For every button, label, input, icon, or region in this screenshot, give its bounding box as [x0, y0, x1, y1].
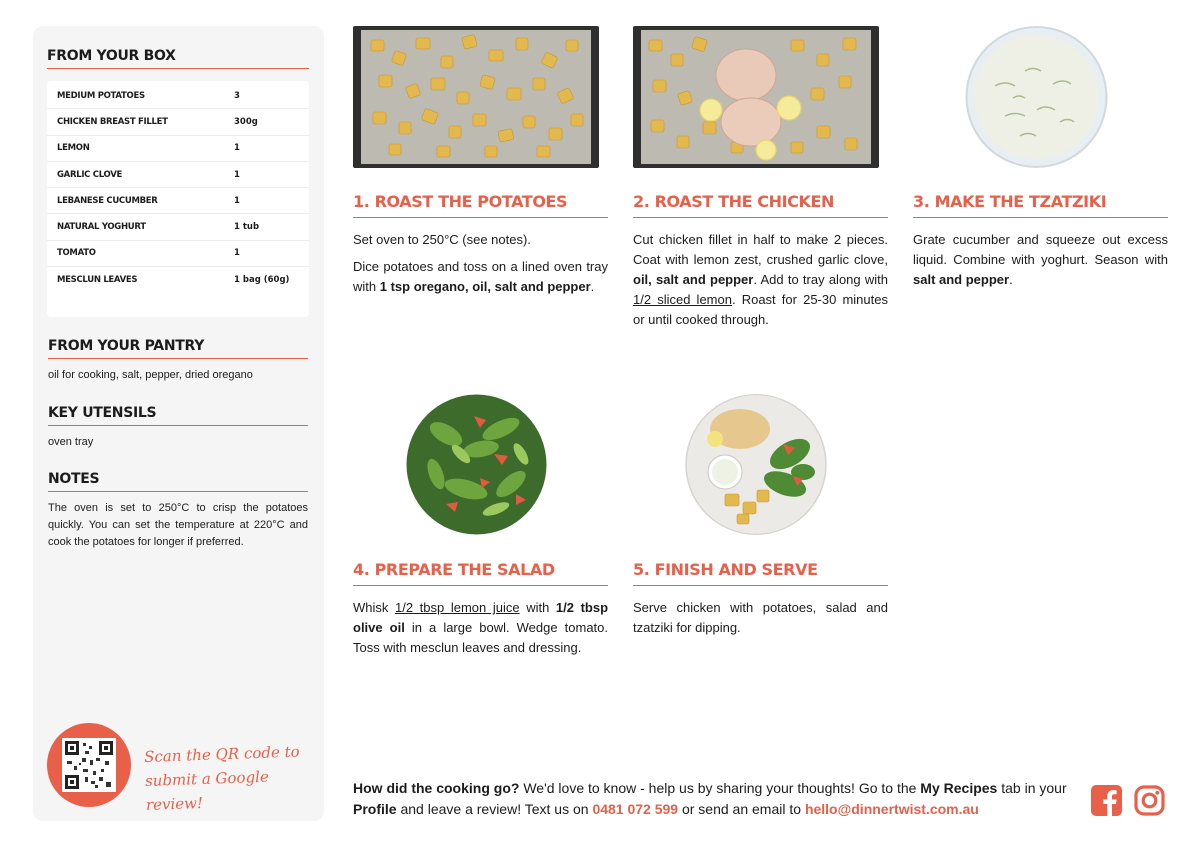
footer-text: We'd love to know - help us by sharing your thoughts! Go to the — [519, 780, 921, 796]
footer-text: and leave a review! Text us on — [396, 801, 593, 817]
qr-line-2: submit a Google review! — [144, 767, 270, 814]
feedback-footer — [353, 778, 1073, 820]
footer-text: tab in your — [997, 780, 1067, 796]
ingredient-name: LEBANESE CUCUMBER — [57, 195, 158, 206]
step-text-bold: oil, salt and pepper — [633, 272, 754, 287]
footer-text: or send an email to — [678, 801, 805, 817]
facebook-icon[interactable] — [1091, 785, 1122, 816]
step-1-title: 1. ROAST THE POTATOES — [353, 192, 608, 218]
notes-text: The oven is set to 250°C to crisp the potatoes quickly. You can set the temperature at 220°C and cook the potatoes for longer if preferred. — [48, 502, 308, 548]
ingredient-name: LEMON — [57, 143, 90, 154]
notes-title: NOTES — [48, 471, 308, 492]
step-3-title: 3. MAKE THE TZATZIKI — [913, 192, 1168, 218]
qr-line-1: Scan the QR code to — [143, 742, 300, 766]
ingredient-row — [47, 188, 309, 214]
step-3-paragraph — [913, 230, 1168, 290]
utensils-text: oven tray — [48, 436, 94, 448]
step-text: Whisk — [353, 600, 395, 615]
step-5-body — [633, 598, 888, 645]
key-utensils-section — [48, 405, 308, 451]
ingredient-name: GARLIC CLOVE — [57, 169, 123, 180]
ingredient-row — [47, 162, 309, 188]
step-text: . Roast for 25-30 minutes or until cooked through. — [633, 292, 888, 327]
step-4-title: 4. PREPARE THE SALAD — [353, 560, 608, 586]
from-your-box-title: FROM YOUR BOX — [47, 48, 309, 69]
ingredient-qty: 1 — [234, 195, 240, 206]
step-5-title: 5. FINISH AND SERVE — [633, 560, 888, 586]
qr-code-icon — [62, 738, 116, 792]
ingredient-qty: 3 — [234, 90, 240, 101]
step-text-bold: 1/2 tbsp olive oil — [353, 600, 609, 635]
ingredient-qty: 300g — [234, 116, 258, 127]
ingredient-name: MEDIUM POTATOES — [57, 90, 145, 101]
step-text-bold: 1 tsp oregano, oil, salt and pepper — [379, 279, 591, 294]
step-text: Cut chicken fillet in half to make 2 pieces. Coat with lemon zest, crushed garlic clove, — [633, 232, 888, 267]
step-text-underlined: 1/2 sliced lemon — [633, 292, 732, 307]
from-your-pantry-section — [48, 338, 308, 384]
step-1-body — [353, 230, 608, 304]
utensils-title: KEY UTENSILS — [48, 405, 308, 426]
ingredient-name: MESCLUN LEAVES — [57, 275, 138, 286]
ingredient-name: TOMATO — [57, 248, 96, 259]
from-your-box-section — [47, 48, 309, 317]
step-text: in a large bowl. Wedge tomato. Toss with mesclun leaves and dressing. — [353, 620, 608, 655]
ingredient-row — [47, 83, 309, 109]
instagram-icon[interactable] — [1134, 785, 1165, 816]
step-5-paragraph: Serve chicken with potatoes, salad and tzatziki for dipping. — [633, 600, 888, 635]
qr-code-badge[interactable] — [47, 723, 131, 807]
step-3-image — [965, 26, 1108, 168]
footer-question: How did the cooking go? — [353, 780, 520, 796]
qr-review-prompt — [144, 739, 316, 817]
ingredient-row — [47, 214, 309, 240]
profile-label: Profile — [353, 801, 397, 817]
step-text-bold: salt and pepper — [913, 272, 1010, 287]
step-text: . Add to tray along with — [753, 272, 888, 287]
sidebar — [33, 26, 324, 821]
step-text: . — [590, 279, 595, 294]
ingredient-qty: 1 bag (60g) — [234, 275, 290, 286]
step-2-image — [633, 26, 879, 168]
step-1-paragraph-1: Set oven to 250°C (see notes). — [353, 232, 531, 247]
step-1-image — [353, 26, 599, 168]
ingredient-row — [47, 136, 309, 162]
ingredient-row — [47, 241, 309, 267]
ingredient-name: CHICKEN BREAST FILLET — [57, 116, 168, 127]
pantry-text: oil for cooking, salt, pepper, dried oregano — [48, 369, 253, 381]
step-2-paragraph — [633, 230, 888, 330]
step-2-body — [633, 230, 888, 337]
ingredient-qty: 1 tub — [234, 222, 260, 233]
step-5-image — [685, 394, 827, 535]
ingredient-row — [47, 109, 309, 135]
ingredients-table — [47, 81, 309, 317]
step-text: Dice potatoes and toss on a lined oven tray with — [353, 259, 608, 294]
ingredient-qty: 1 — [234, 169, 240, 180]
step-3-body — [913, 230, 1168, 297]
step-text: with — [519, 600, 556, 615]
step-1-paragraph-2 — [353, 257, 608, 297]
email-link[interactable]: hello@dinnertwist.com.au — [804, 801, 979, 817]
step-2-title: 2. ROAST THE CHICKEN — [633, 192, 888, 218]
phone-link[interactable]: 0481 072 599 — [592, 801, 679, 817]
ingredient-qty: 1 — [234, 248, 240, 259]
my-recipes-label: My Recipes — [920, 780, 998, 796]
step-text-underlined: 1/2 tbsp lemon juice — [395, 600, 520, 615]
step-text: Grate cucumber and squeeze out excess liquid. Combine with yoghurt. Season with — [913, 232, 1168, 267]
step-4-paragraph — [353, 598, 608, 658]
ingredient-name: NATURAL YOGHURT — [57, 222, 146, 233]
step-4-body — [353, 598, 608, 665]
step-4-image — [406, 394, 547, 535]
ingredient-qty: 1 — [234, 143, 240, 154]
ingredient-row — [47, 267, 309, 293]
step-text: . — [1009, 272, 1013, 287]
pantry-title: FROM YOUR PANTRY — [48, 338, 308, 359]
notes-section — [48, 471, 308, 551]
